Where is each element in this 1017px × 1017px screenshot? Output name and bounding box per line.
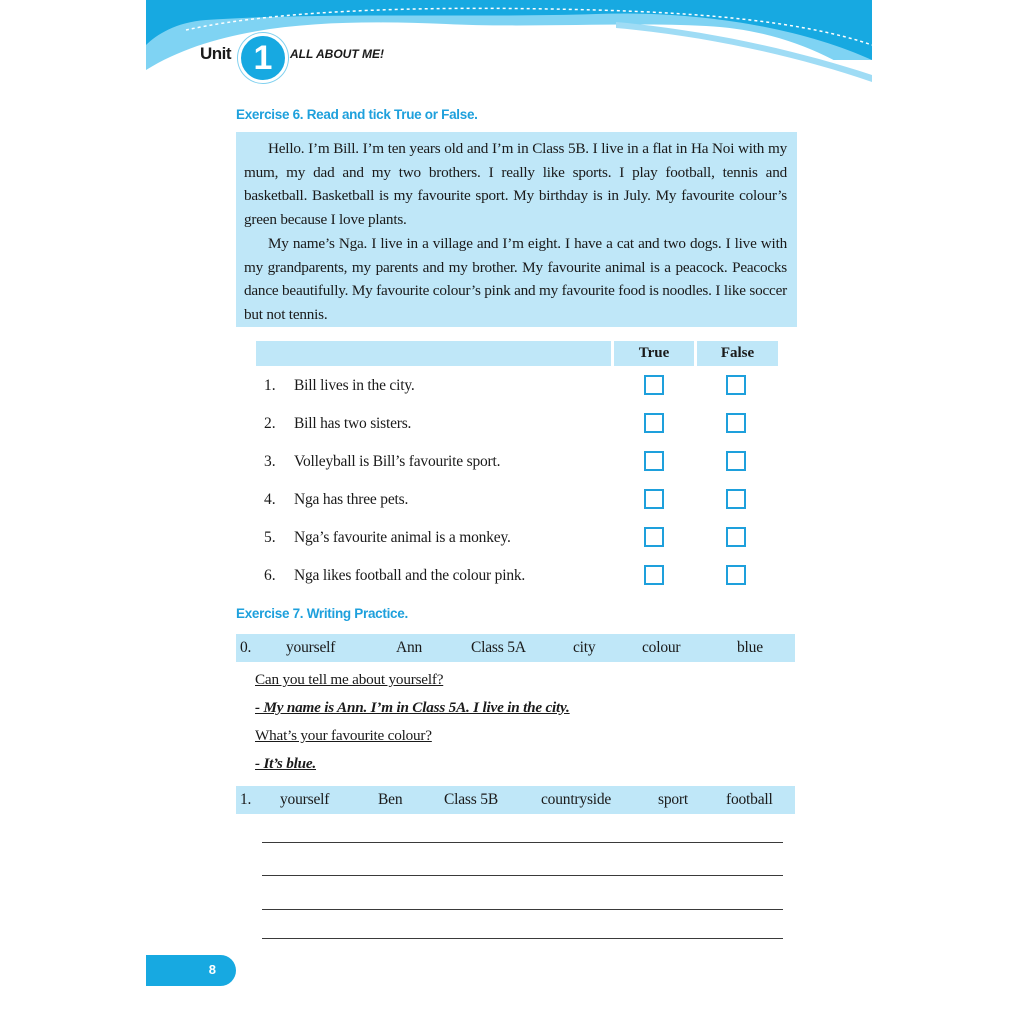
statement-text: Nga has three pets.: [294, 491, 409, 508]
statement-row: [256, 562, 778, 592]
row-number: 0.: [240, 639, 252, 656]
word-cue: sport: [658, 791, 689, 808]
word-cue: Ann: [396, 639, 423, 656]
statement-number: 6.: [264, 567, 276, 584]
statement-text: Volleyball is Bill’s favourite sport.: [294, 453, 501, 470]
statement-column-header: [256, 341, 611, 366]
answer-writing-line[interactable]: [262, 818, 783, 843]
unit-number-badge: 1: [238, 33, 288, 83]
word-cue: colour: [642, 639, 681, 656]
page-number: 8: [208, 962, 216, 977]
word-cue: countryside: [541, 791, 612, 808]
false-checkbox[interactable]: [726, 527, 746, 547]
statement-number: 1.: [264, 377, 276, 394]
statement-text: Nga likes football and the colour pink.: [294, 567, 526, 584]
passage-nga: My name’s Nga. I live in a village and I’m eight. I have a cat and two dogs. I live with my grandparents, my parents and my brother. My favourite animal is a peacock. Peacocks dance beautifully. My favourite colour’s pink and my favourite food is noodles. I like soccer but not tennis.: [244, 235, 787, 323]
statement-text: Bill has two sisters.: [294, 415, 412, 432]
statement-row: [256, 448, 778, 478]
statement-number: 5.: [264, 529, 276, 546]
row-number: 1.: [240, 791, 252, 808]
true-checkbox[interactable]: [644, 565, 664, 585]
exercise-6-heading: Exercise 6. Read and tick True or False.: [236, 107, 478, 122]
true-checkbox[interactable]: [644, 489, 664, 509]
false-column-header: False: [697, 341, 778, 366]
reading-passage-box: [236, 132, 797, 327]
answer-writing-line[interactable]: [262, 885, 783, 910]
statement-number: 3.: [264, 453, 276, 470]
true-false-table-header: [256, 341, 778, 366]
statement-text: Bill lives in the city.: [294, 377, 415, 394]
statement-text: Nga’s favourite animal is a monkey.: [294, 529, 511, 546]
example-answer: - My name is Ann. I’m in Class 5A. I live in the city.: [255, 699, 570, 716]
page-number-tab: [146, 955, 236, 986]
statement-row: [256, 524, 778, 554]
true-checkbox[interactable]: [644, 527, 664, 547]
true-checkbox[interactable]: [644, 451, 664, 471]
exercise-7-heading: Exercise 7. Writing Practice.: [236, 606, 408, 621]
word-cue: city: [573, 639, 596, 656]
false-checkbox[interactable]: [726, 489, 746, 509]
word-cue: yourself: [286, 639, 336, 656]
unit-label: Unit: [200, 44, 232, 63]
false-checkbox[interactable]: [726, 451, 746, 471]
passage-bill: Hello. I’m Bill. I’m ten years old and I’m in Class 5B. I live in a flat in Ha Noi with my mum, my dad and my two brothers. I really like sports. I play football, tennis and basketball. Basketball is my favourite sport. My birthday is in July. My favourite colour’s green because I love plants.: [244, 140, 787, 228]
example-question: What’s your favourite colour?: [255, 727, 432, 744]
false-checkbox[interactable]: [726, 565, 746, 585]
statement-number: 4.: [264, 491, 276, 508]
answer-writing-line[interactable]: [262, 851, 783, 876]
true-checkbox[interactable]: [644, 413, 664, 433]
statement-row: [256, 372, 778, 402]
statement-number: 2.: [264, 415, 276, 432]
example-question: Can you tell me about yourself?: [255, 671, 444, 688]
example-answer: - It’s blue.: [255, 755, 317, 772]
true-checkbox[interactable]: [644, 375, 664, 395]
statement-row: [256, 486, 778, 516]
false-checkbox[interactable]: [726, 413, 746, 433]
false-checkbox[interactable]: [726, 375, 746, 395]
word-cue: Ben: [378, 791, 403, 808]
answer-writing-line[interactable]: [262, 914, 783, 939]
unit-title: ALL ABOUT ME!: [290, 47, 384, 61]
task-word-row: [236, 786, 795, 814]
word-cue: football: [726, 791, 773, 808]
example-word-row: [236, 634, 795, 662]
word-cue: yourself: [280, 791, 330, 808]
true-column-header: True: [614, 341, 694, 366]
word-cue: Class 5A: [471, 639, 526, 656]
statement-row: [256, 410, 778, 440]
word-cue: blue: [737, 639, 763, 656]
word-cue: Class 5B: [444, 791, 498, 808]
